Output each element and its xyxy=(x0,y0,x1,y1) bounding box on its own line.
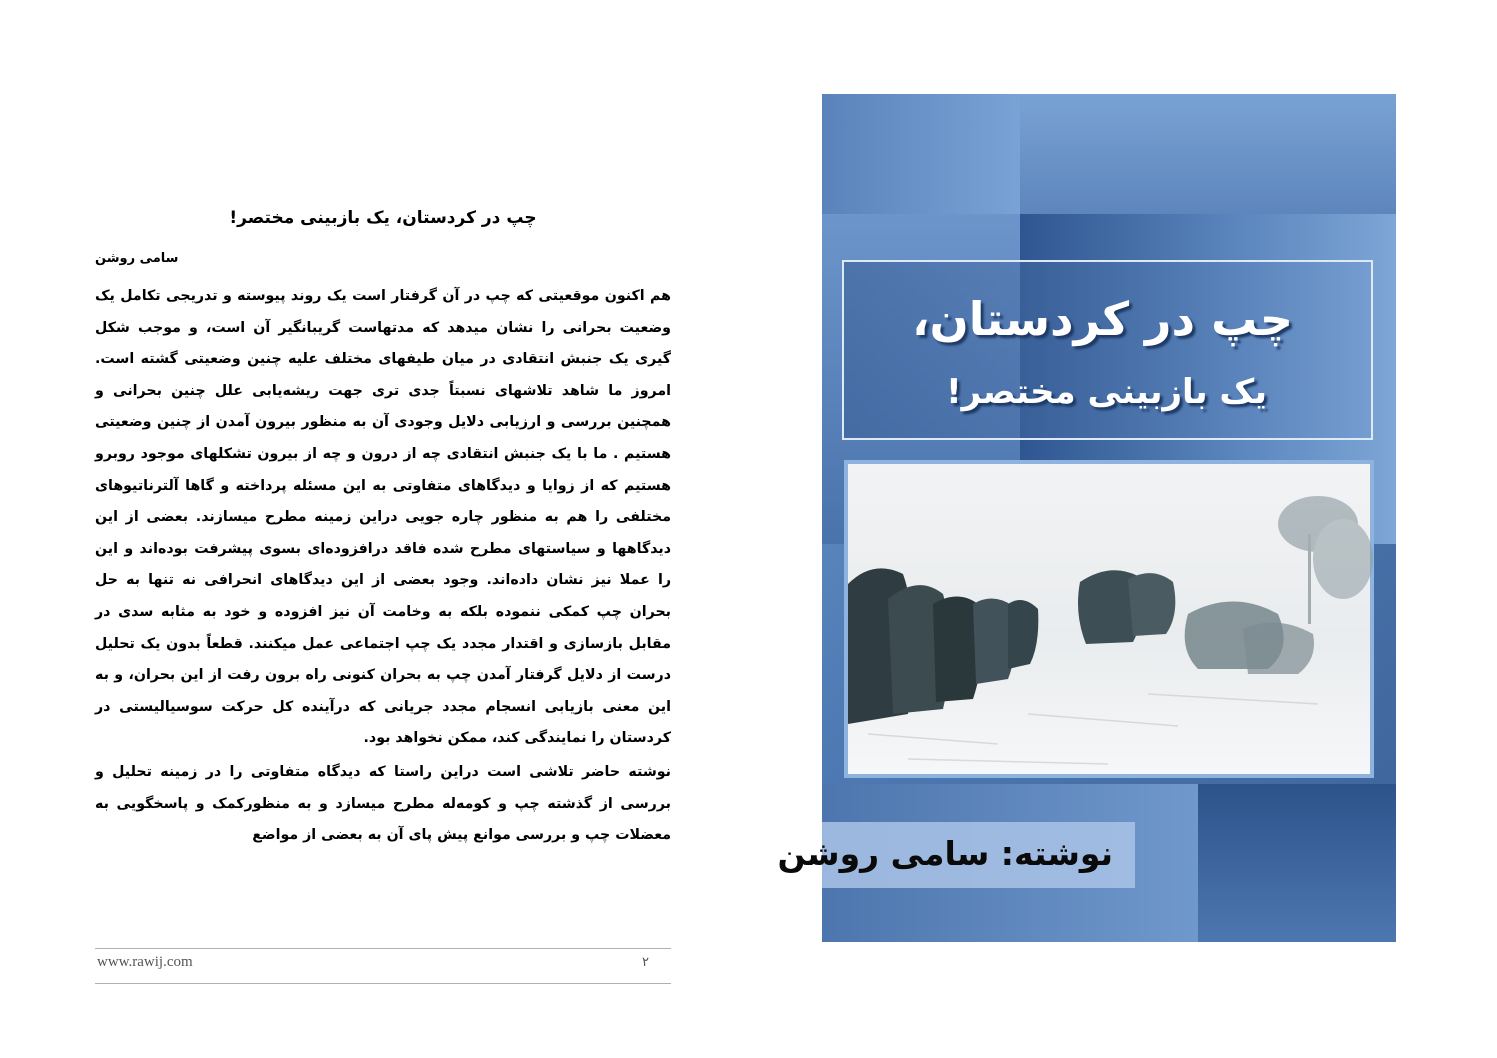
article-title: چپ در کردستان، یک بازبینی مختصر! xyxy=(229,208,537,228)
cover-panel xyxy=(1198,784,1396,942)
cover-title-line2: یک بازبینی مختصر! xyxy=(946,372,1267,412)
page-footer xyxy=(95,948,671,984)
article-page xyxy=(95,205,671,854)
article-paragraph-1: هم اکنون موقعیتی که چپ در آن گرفتار است یک روند پیوسته و تدریجی تکامل یک وضعیت بحرانی را نشان میدهد که مدتهاست گریبانگیر آن است، و موجب شکل گیری یک جنبش انتقادی در میان طیفهای مختلف علیه چنین وضعیتی گشته است. امروز ما شاهد تلاشهای نسبتاً جدی تری جهت ریشه‌یابی علل چنین بحرانی و همچنین بررسی و ارزیابی دلایل وجودی آن به منظور بیرون آمدن از چنین وضعیتی هستیم . ما با یک جنبش انتقادی چه از درون و چه از بیرون تشکلهای موجود روبرو هستیم که از زوایا و دیدگاهای متفاوتی به این مسئله پرداخته و گاها آلترناتیوهای مختلفی را هم به منظور چاره جویی دراین زمینه مطرح میسازند. بعضی از این دیدگاهها و سیاستهای مطرح شده فاقد درافزوده‌ای بسوی پیشرفت بوده‌اند و این را عملا نیز نشان داده‌اند. وجود بعضی از این دیدگاهای انحرافی نه تنها به حل بحران چپ کمکی ننموده بلکه به وخامت آن نیز افزوده و خود به مثابه سدی در مقابل بازسازی و اقتدار مجدد یک چپ اجتماعی عمل میکنند. قطعاً بدون یک تحلیل درست از دلایل گرفتار آمدن چپ به بحران کنونی راه برون رفت از این بحران، و به این معنی بازیابی انسجام مجدد جریانی که درآینده کل حرکت سوسیالیستی در کردستان را نمایندگی کند، ممکن نخواهد بود. xyxy=(95,288,671,747)
article-author: سامی روشن xyxy=(95,251,179,266)
book-cover xyxy=(777,94,1396,942)
cover-author-bar xyxy=(777,822,1135,888)
cover-author-label: نوشته: سامی روشن xyxy=(777,834,1113,873)
page-number: ۲ xyxy=(642,955,649,970)
cover-title-box xyxy=(842,260,1373,440)
snowy-landscape-image xyxy=(848,464,1370,774)
cover-panel xyxy=(1020,94,1396,214)
article-paragraph-2: نوشته حاضر تلاشی است دراین راستا که دیدگاه متفاوتی را در زمینه تحلیل و بررسی از گذشته چپ و کومه‌له مطرح میسازد و به منظورکمک و پاسخگویی به معضلات چپ و بررسی موانع پیش پای آن به بعضی از مواضع xyxy=(95,763,671,844)
cover-photo xyxy=(844,460,1374,778)
cover-title-line1: چپ در کردستان، xyxy=(912,292,1293,346)
footer-url[interactable]: www.rawij.com xyxy=(97,954,193,970)
cover-panel xyxy=(822,94,1020,214)
